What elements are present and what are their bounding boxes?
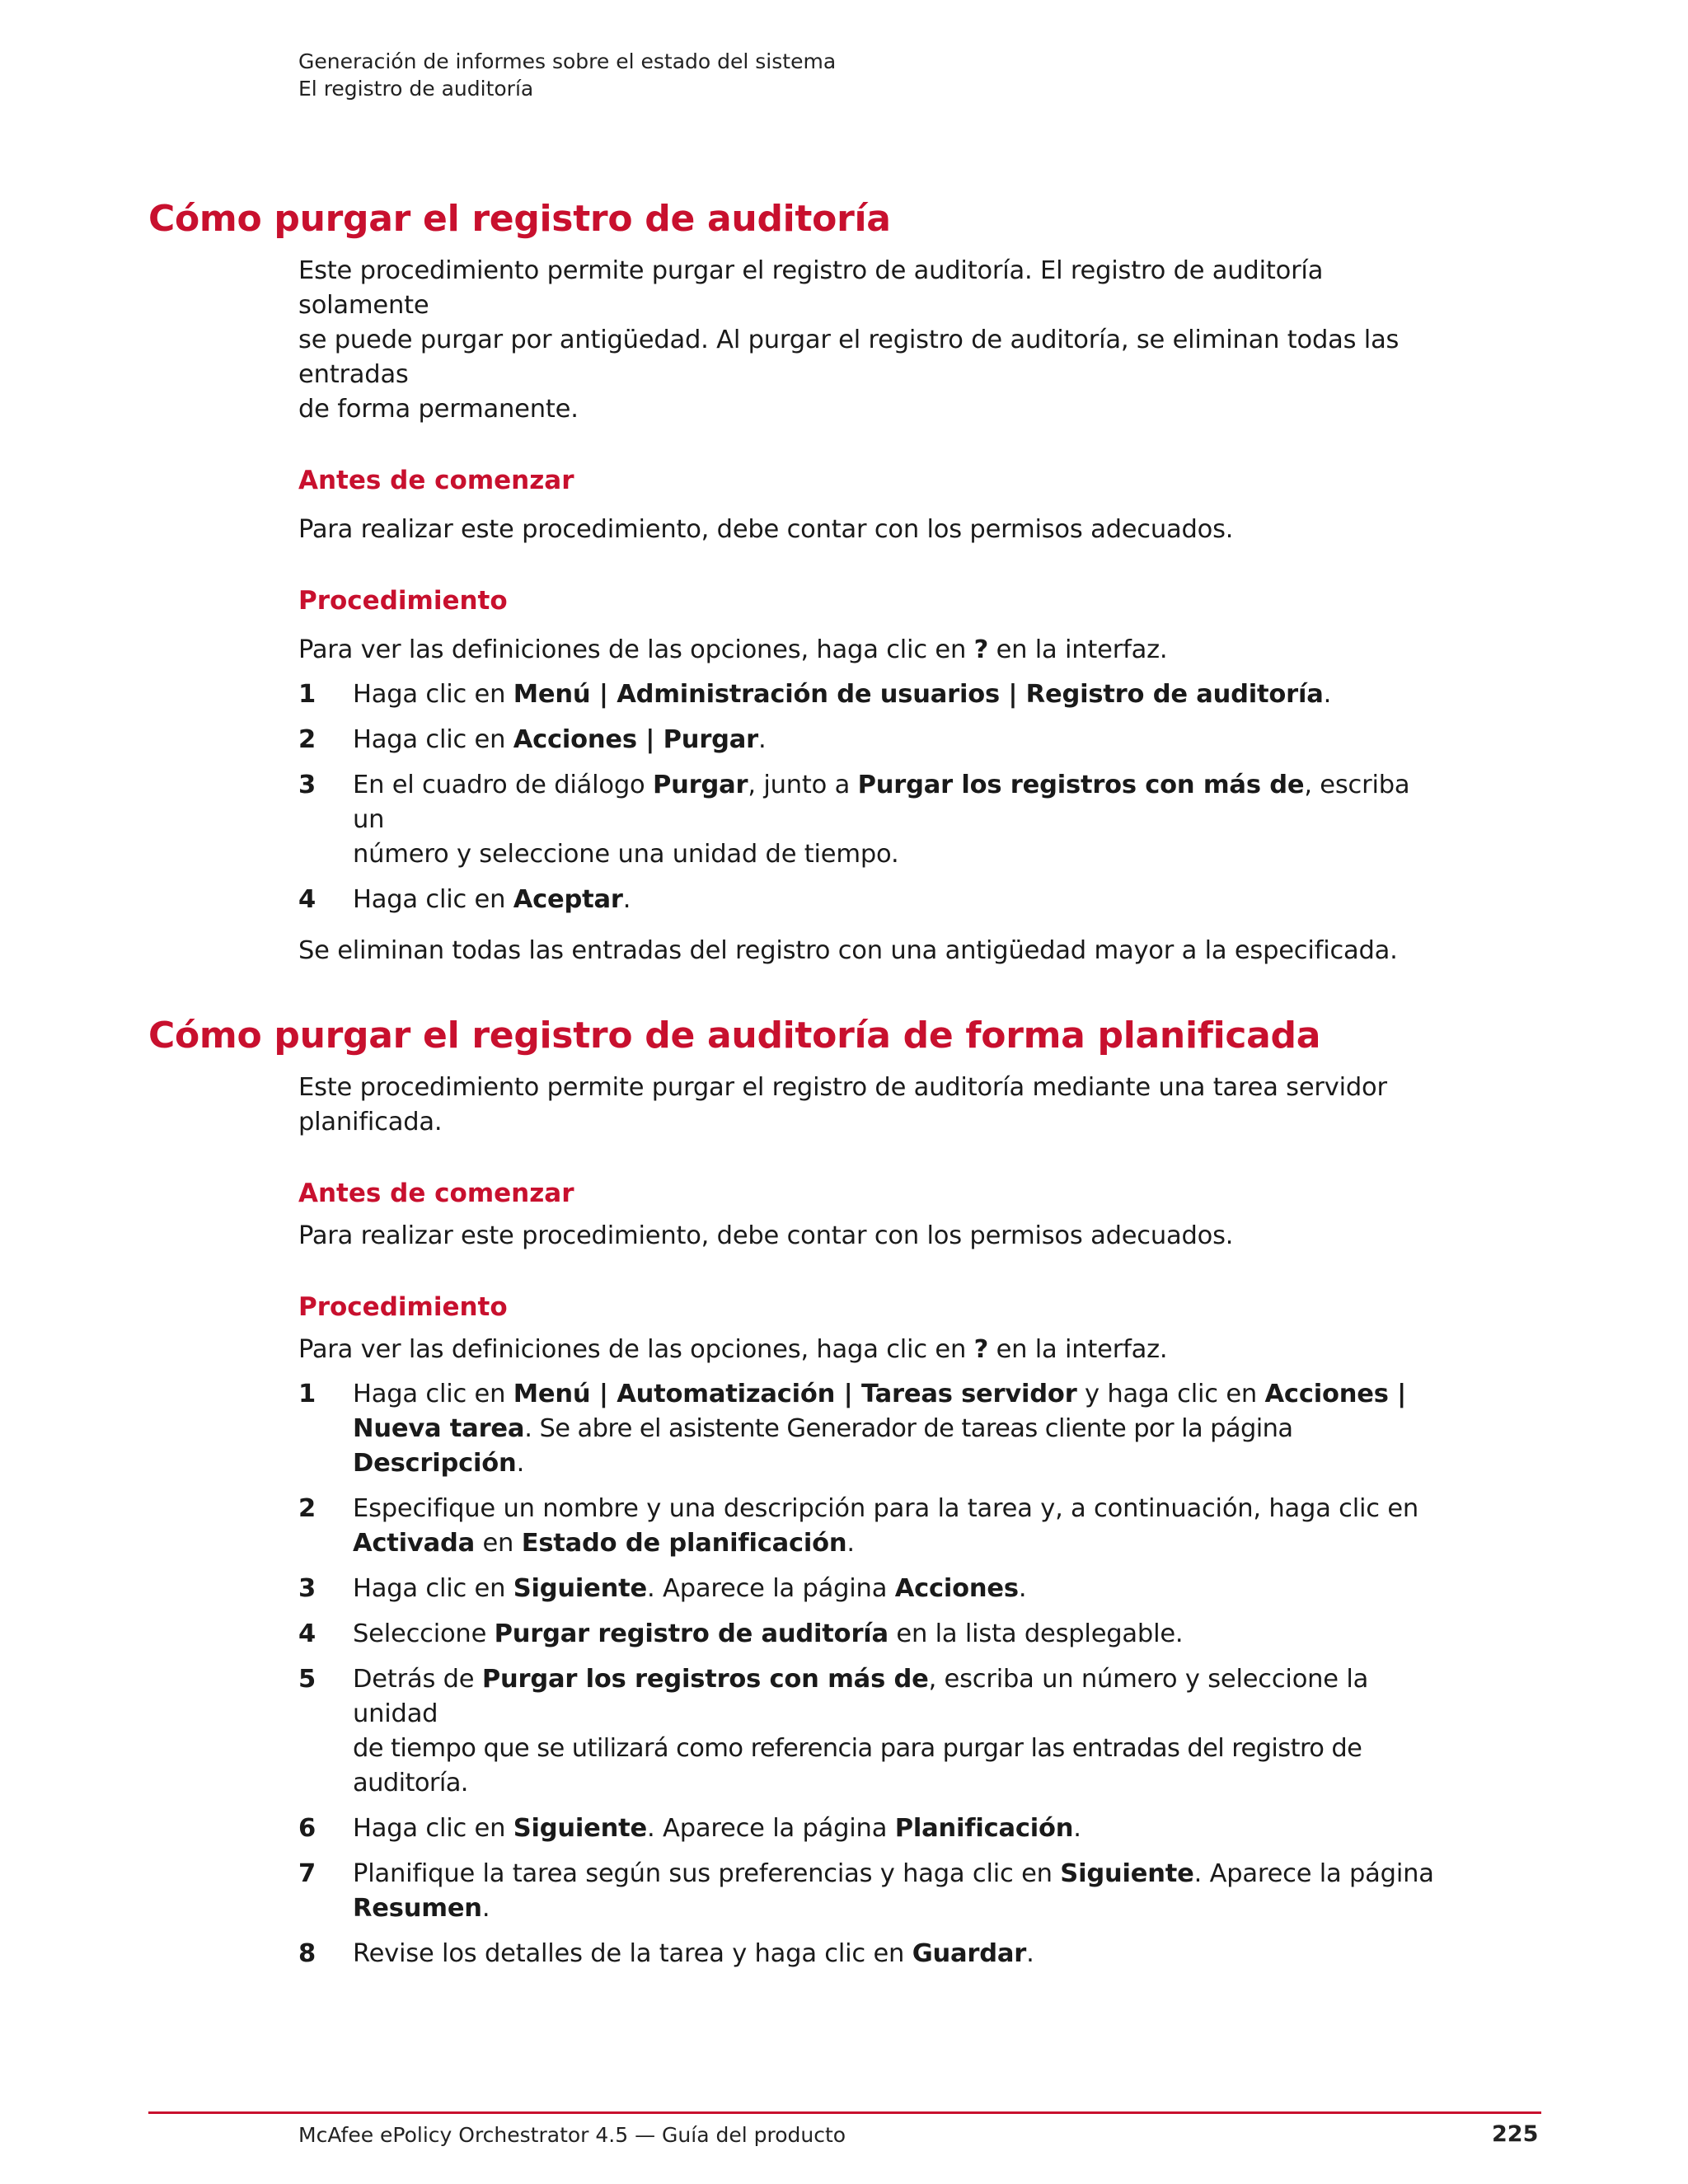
text-run: En el cuadro de diálogo bbox=[353, 771, 653, 799]
intro-line: planificada. bbox=[298, 1108, 443, 1137]
menu-path: Menú | Automatización | Tareas servidor bbox=[513, 1380, 1077, 1408]
step-text bbox=[353, 1492, 1436, 1561]
step bbox=[298, 1617, 1436, 1652]
intro-line: Este procedimiento permite purgar el registro de auditoría. El registro de auditoría solamente bbox=[298, 256, 1324, 320]
step bbox=[298, 768, 1436, 872]
text-run: . bbox=[1323, 680, 1332, 709]
procedure-heading: Procedimiento bbox=[298, 1292, 508, 1322]
text-run: Detrás de bbox=[353, 1665, 482, 1694]
menu-path: Menú | Administración de usuarios | Registro de auditoría bbox=[513, 680, 1324, 709]
step-text bbox=[353, 677, 1436, 712]
before-text: Para realizar este procedimiento, debe contar con los permisos adecuados. bbox=[298, 515, 1234, 544]
step-number: 2 bbox=[298, 1494, 316, 1523]
ui-term: Siguiente bbox=[1060, 1859, 1194, 1888]
running-header bbox=[298, 48, 836, 102]
header-section: El registro de auditoría bbox=[298, 77, 534, 101]
procedure-steps bbox=[298, 1377, 1436, 1971]
step-number: 2 bbox=[298, 725, 316, 754]
intro-line: Este procedimiento permite purgar el registro de auditoría mediante una tarea servidor bbox=[298, 1073, 1387, 1102]
intro-line: de forma permanente. bbox=[298, 395, 579, 424]
step-text bbox=[353, 1937, 1436, 1971]
text-run: número y seleccione una unidad de tiempo. bbox=[353, 840, 899, 869]
step bbox=[298, 883, 1436, 917]
text-run: . bbox=[1018, 1574, 1027, 1603]
text-run: . bbox=[516, 1449, 525, 1478]
step bbox=[298, 1662, 1436, 1801]
text-run: en bbox=[475, 1529, 522, 1558]
section2-intro bbox=[298, 1071, 1436, 1140]
menu-path: Nueva tarea bbox=[353, 1414, 525, 1443]
procedure-steps bbox=[298, 677, 1436, 917]
ui-term: Guardar bbox=[912, 1939, 1027, 1968]
step-number: 1 bbox=[298, 680, 316, 709]
header-chapter: Generación de informes sobre el estado del sistema bbox=[298, 49, 837, 73]
text-run: Seleccione bbox=[353, 1619, 495, 1648]
menu-path: Acciones | Purgar bbox=[513, 725, 759, 754]
footer-title: McAfee ePolicy Orchestrator 4.5 — Guía del producto bbox=[298, 2123, 846, 2147]
text-run: . bbox=[1026, 1939, 1034, 1968]
text-run: y haga clic en bbox=[1076, 1380, 1265, 1408]
step-number: 5 bbox=[298, 1665, 316, 1694]
text-run: Haga clic en bbox=[353, 1814, 513, 1843]
step-number: 6 bbox=[298, 1814, 316, 1843]
text-run: . Se abre el asistente Generador de tareas cliente por la página bbox=[524, 1414, 1293, 1443]
menu-path: Acciones | bbox=[1264, 1380, 1407, 1408]
step-number: 3 bbox=[298, 771, 316, 799]
ui-term: Estado de planificación bbox=[521, 1529, 847, 1558]
procedure-result: Se eliminan todas las entradas del registro con una antigüedad mayor a la especificada. bbox=[298, 936, 1398, 965]
page-number: 225 bbox=[1492, 2121, 1539, 2147]
before-heading: Antes de comenzar bbox=[298, 466, 574, 495]
footer-divider bbox=[148, 2111, 1541, 2114]
step-text bbox=[353, 883, 1436, 917]
ui-term: Planificación bbox=[894, 1814, 1074, 1843]
help-symbol: ? bbox=[973, 635, 989, 664]
step-text bbox=[353, 768, 1436, 872]
text-run: . Aparece la página bbox=[1193, 1859, 1434, 1888]
step-text bbox=[353, 1662, 1436, 1801]
step-text bbox=[353, 723, 1436, 757]
text-run: Especifique un nombre y una descripción para la tarea y, a continuación, haga clic en bbox=[353, 1494, 1419, 1523]
text-run: Haga clic en bbox=[353, 725, 513, 754]
ui-term: Resumen bbox=[353, 1894, 482, 1923]
step-text bbox=[353, 1617, 1436, 1652]
step-number: 4 bbox=[298, 885, 316, 914]
ui-term: Siguiente bbox=[513, 1814, 648, 1843]
step-text bbox=[353, 1377, 1436, 1481]
text-run: , escriba un bbox=[353, 771, 1410, 834]
text-run: Para ver las definiciones de las opciones, haga clic en bbox=[298, 1335, 974, 1364]
before-text: Para realizar este procedimiento, debe contar con los permisos adecuados. bbox=[298, 1221, 1234, 1250]
step bbox=[298, 1572, 1436, 1606]
intro-line: se puede purgar por antigüedad. Al purgar el registro de auditoría, se eliminan todas las entradas bbox=[298, 326, 1400, 389]
step-number: 8 bbox=[298, 1939, 316, 1968]
page-content bbox=[148, 194, 1550, 1971]
text-run: , escriba un número y seleccione la unidad bbox=[353, 1665, 1369, 1728]
text-run: . bbox=[846, 1529, 855, 1558]
step bbox=[298, 677, 1436, 712]
step bbox=[298, 1492, 1436, 1561]
text-run: en la lista desplegable. bbox=[888, 1619, 1184, 1648]
text-run: . Aparece la página bbox=[647, 1814, 895, 1843]
procedure-heading: Procedimiento bbox=[298, 586, 508, 616]
text-run: Haga clic en bbox=[353, 1380, 513, 1408]
text-run: . bbox=[1073, 1814, 1081, 1843]
step-number: 3 bbox=[298, 1574, 316, 1603]
ui-term: Activada bbox=[353, 1529, 475, 1558]
step-number: 4 bbox=[298, 1619, 316, 1648]
ui-term: Siguiente bbox=[513, 1574, 648, 1603]
section1-intro bbox=[298, 254, 1436, 427]
step bbox=[298, 1811, 1436, 1846]
step bbox=[298, 1937, 1436, 1971]
text-run: , junto a bbox=[748, 771, 858, 799]
step-text bbox=[353, 1811, 1436, 1846]
section1-body bbox=[298, 254, 1436, 968]
text-run: Planifique la tarea según sus preferencias y haga clic en bbox=[353, 1859, 1061, 1888]
ui-term: Purgar los registros con más de bbox=[481, 1665, 929, 1694]
ui-term: Purgar bbox=[653, 771, 748, 799]
text-run: . bbox=[758, 725, 767, 754]
procedure-intro bbox=[298, 633, 1436, 668]
step-text bbox=[353, 1572, 1436, 1606]
step bbox=[298, 1377, 1436, 1481]
step-number: 7 bbox=[298, 1859, 316, 1888]
step bbox=[298, 1857, 1436, 1926]
text-run: de tiempo que se utilizará como referencia para purgar las entradas del registro de auditoría. bbox=[353, 1734, 1362, 1797]
procedure-intro bbox=[298, 1333, 1436, 1367]
text-run: . bbox=[481, 1894, 490, 1923]
section2-body bbox=[298, 1071, 1436, 1971]
section-title-scheduled-purge: Cómo purgar el registro de auditoría de forma planificada bbox=[148, 1015, 1321, 1057]
ui-term: Purgar registro de auditoría bbox=[494, 1619, 889, 1648]
text-run: . bbox=[622, 885, 631, 914]
text-run: Haga clic en bbox=[353, 1574, 513, 1603]
step bbox=[298, 723, 1436, 757]
text-run: Revise los detalles de la tarea y haga clic en bbox=[353, 1939, 912, 1968]
ui-term: Purgar los registros con más de bbox=[857, 771, 1305, 799]
text-run: Haga clic en bbox=[353, 680, 513, 709]
ui-term: Aceptar bbox=[513, 885, 623, 914]
ui-term: Descripción bbox=[353, 1449, 517, 1478]
help-symbol: ? bbox=[973, 1335, 989, 1364]
step-number: 1 bbox=[298, 1380, 316, 1408]
step-text bbox=[353, 1857, 1436, 1926]
text-run: Haga clic en bbox=[353, 885, 513, 914]
text-run: Para ver las definiciones de las opciones, haga clic en bbox=[298, 635, 974, 664]
text-run: . Aparece la página bbox=[647, 1574, 895, 1603]
section-title-purge: Cómo purgar el registro de auditoría bbox=[148, 198, 891, 240]
before-heading: Antes de comenzar bbox=[298, 1179, 574, 1208]
text-run: en la interfaz. bbox=[988, 635, 1168, 664]
text-run: en la interfaz. bbox=[988, 1335, 1168, 1364]
ui-term: Acciones bbox=[894, 1574, 1019, 1603]
